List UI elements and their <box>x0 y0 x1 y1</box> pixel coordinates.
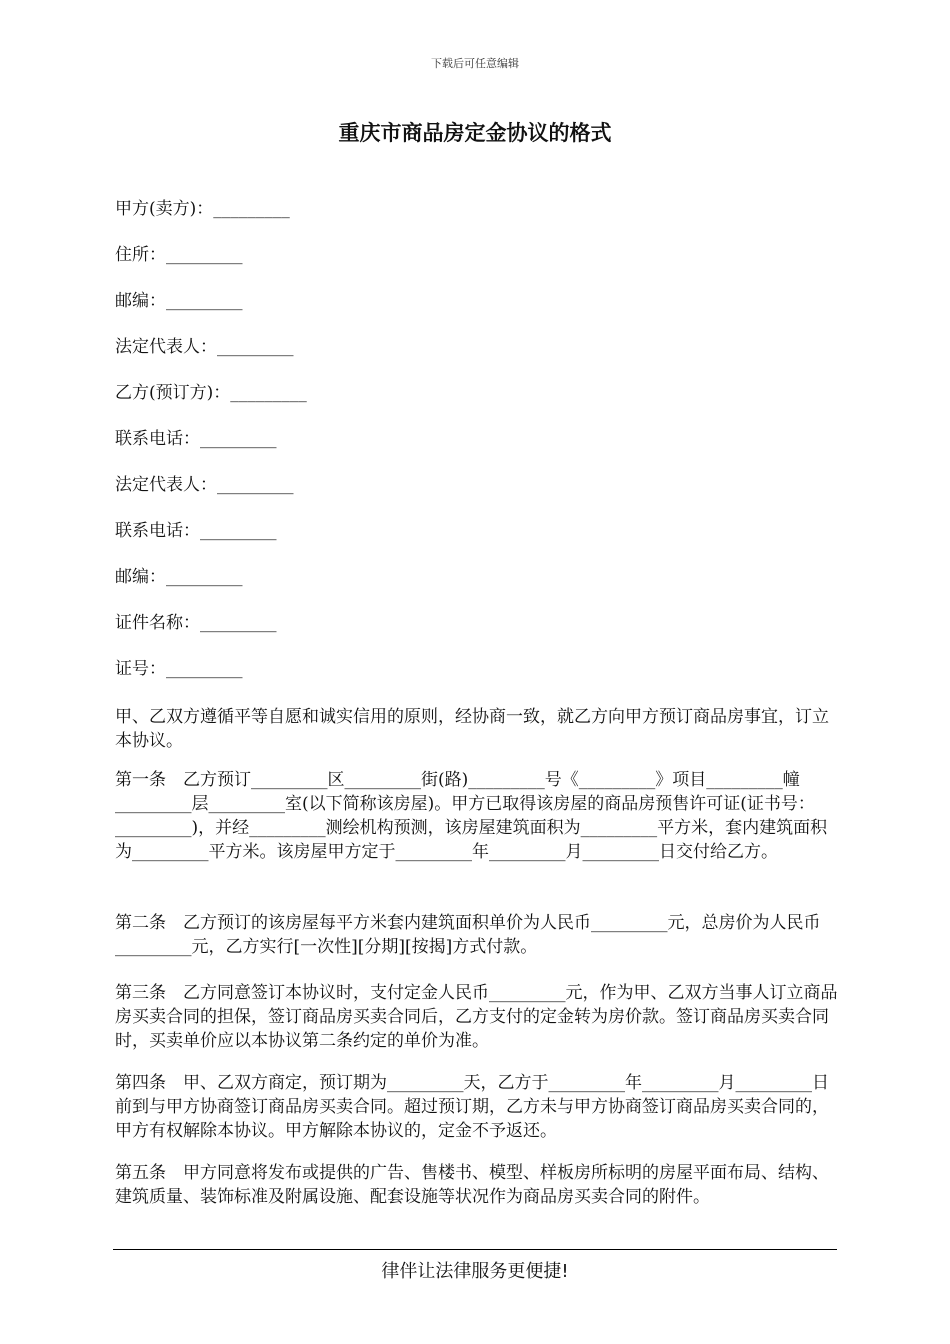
article-2-paragraph: 第二条 乙方预订的该房屋每平方米套内建筑面积单价为人民币_________元，总房价为人民币_________元，乙方实行[一次性][分期][按揭]方式付款。 <box>115 913 821 957</box>
buyer-field: 乙方(预订方)：_________ <box>115 383 307 403</box>
buyer-postcode-field: 邮编：_________ <box>115 567 243 587</box>
buyer-phone-field: 联系电话：_________ <box>115 429 277 449</box>
header-note: 下载后可任意编辑 <box>431 57 519 70</box>
buyer-phone-field-2: 联系电话：_________ <box>115 521 277 541</box>
buyer-legal-rep-field: 法定代表人：_________ <box>115 475 294 495</box>
footer-slogan: 律伴让法律服务更便捷! <box>381 1261 569 1282</box>
footer-divider <box>113 1249 837 1250</box>
id-number-field: 证号：_________ <box>115 659 243 679</box>
preamble-paragraph: 甲、乙双方遵循平等自愿和诚实信用的原则，经协商一致，就乙方向甲方预订商品房事宜，订立本协议。 <box>115 707 829 751</box>
seller-address-field: 住所：_________ <box>115 245 243 265</box>
seller-field: 甲方(卖方)：_________ <box>115 199 290 219</box>
article-1-paragraph: 第一条 乙方预订_________区_________街(路)_________号《_________》项目_________幢_________层_________室(以下简称该房屋)。甲方已取得该房屋的商品房预售许可证(证书号：_________)，并经_________测绘机构预测，该房屋建筑面积为_________平方米，套内建筑面积为_________平方米。该房屋甲方定于_________年_________月_________日交付给乙方。 <box>115 770 828 862</box>
seller-postcode-field: 邮编：_________ <box>115 291 243 311</box>
id-type-field: 证件名称：_________ <box>115 613 277 633</box>
page-title: 重庆市商品房定金协议的格式 <box>338 121 612 145</box>
article-3-paragraph: 第三条 乙方同意签订本协议时，支付定金人民币_________元，作为甲、乙双方当事人订立商品房买卖合同的担保，签订商品房买卖合同后，乙方支付的定金转为房价款。签订商品房买卖合同时，买卖单价应以本协议第二条约定的单价为准。 <box>115 983 838 1051</box>
article-4-paragraph: 第四条 甲、乙双方商定，预订期为_________天，乙方于_________年_________月_________日前到与甲方协商签订商品房买卖合同。超过预订期，乙方未与甲方协商签订商品房买卖合同的，甲方有权解除本协议。甲方解除本协议的，定金不予返还。 <box>115 1073 829 1141</box>
article-5-paragraph: 第五条 甲方同意将发布或提供的广告、售楼书、模型、样板房所标明的房屋平面布局、结构、建筑质量、装饰标准及附属设施、配套设施等状况作为商品房买卖合同的附件。 <box>115 1163 829 1207</box>
seller-legal-rep-field: 法定代表人：_________ <box>115 337 294 357</box>
